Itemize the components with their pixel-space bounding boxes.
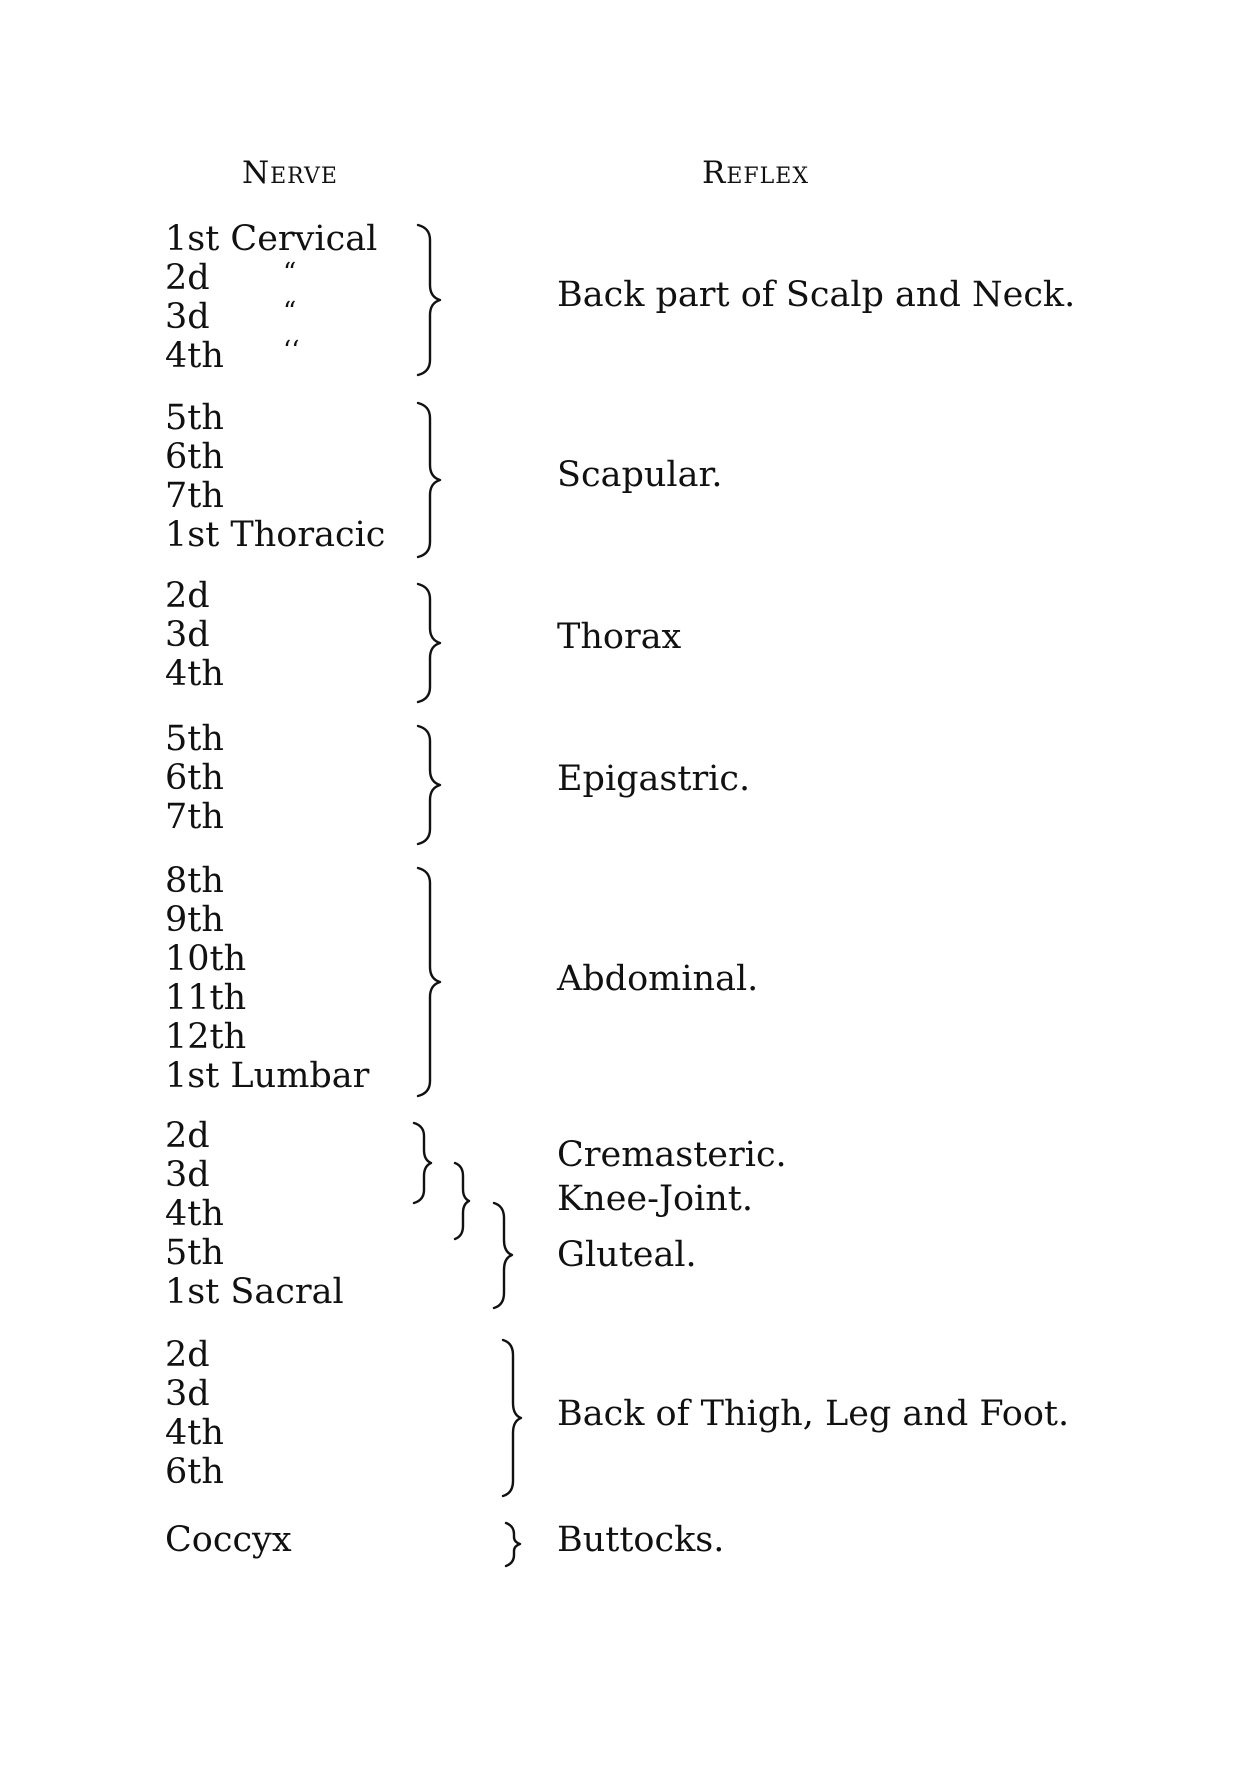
- nerve-item: 1st Sacral: [165, 1272, 344, 1312]
- brace-epigastric: [418, 726, 440, 844]
- nerve-item: 1st Lumbar: [165, 1056, 370, 1096]
- ditto-mark: “: [283, 297, 297, 327]
- nerve-item: 7th: [165, 476, 224, 516]
- nerve-item: 8th: [165, 861, 224, 901]
- nerve-item: 5th: [165, 719, 224, 759]
- ditto-mark: “: [283, 258, 297, 288]
- nerve-item: 7th: [165, 797, 224, 837]
- nerve-item: 4th: [165, 336, 224, 376]
- reflex-thorax: Thorax: [557, 617, 682, 657]
- reflex-scapular: Scapular.: [557, 455, 723, 495]
- nerve-item: 6th: [165, 1452, 224, 1492]
- reflex-epigastric: Epigastric.: [557, 759, 751, 799]
- nerve-item: 1st Thoracic: [165, 515, 386, 555]
- reflex-column-header: Reflex: [702, 155, 809, 191]
- nerve-item: 2d: [165, 576, 210, 616]
- nerve-item: 3d: [165, 297, 210, 337]
- nerve-item: 4th: [165, 654, 224, 694]
- nerve-item: 6th: [165, 758, 224, 798]
- brace-cremasteric: [414, 1123, 431, 1203]
- nerve-item: 3d: [165, 1155, 210, 1195]
- nerve-item: 4th: [165, 1413, 224, 1453]
- reflex-knee-joint: Knee-Joint.: [557, 1179, 753, 1219]
- nerve-item: 5th: [165, 1233, 224, 1273]
- nerve-item: 9th: [165, 900, 224, 940]
- reflex-buttocks: Buttocks.: [557, 1520, 725, 1560]
- nerve-item: 5th: [165, 398, 224, 438]
- brace-coccyx: [506, 1523, 520, 1566]
- reflex-scalp-neck: Back part of Scalp and Neck.: [557, 275, 1076, 315]
- nerve-item: 4th: [165, 1194, 224, 1234]
- nerve-item: 2d: [165, 1116, 210, 1156]
- nerve-item: 10th: [165, 939, 247, 979]
- nerve-item: Coccyx: [165, 1520, 292, 1560]
- brace-knee-joint: [455, 1163, 469, 1239]
- nerve-item: 6th: [165, 437, 224, 477]
- nerve-item: 12th: [165, 1017, 247, 1057]
- nerve-column-header: Nerve: [242, 155, 338, 191]
- reflex-cremasteric: Cremasteric.: [557, 1135, 787, 1175]
- brace-gluteal: [494, 1203, 512, 1308]
- brace-abdominal: [418, 868, 440, 1096]
- nerve-item: 3d: [165, 615, 210, 655]
- nerve-item: 3d: [165, 1374, 210, 1414]
- nerve-item: 1st Cervical: [165, 219, 378, 259]
- reflex-abdominal: Abdominal.: [557, 959, 759, 999]
- nerve-item: 2d: [165, 258, 210, 298]
- nerve-item: 11th: [165, 978, 247, 1018]
- brace-thigh-leg-foot: [503, 1340, 521, 1496]
- nerve-item: 2d: [165, 1335, 210, 1375]
- reflex-thigh-leg-foot: Back of Thigh, Leg and Foot.: [557, 1394, 1070, 1434]
- brace-thorax: [418, 584, 440, 702]
- reflex-gluteal: Gluteal.: [557, 1235, 697, 1275]
- brace-cervical: [418, 225, 440, 375]
- brace-scapular: [418, 403, 440, 557]
- ditto-mark: ‘‘: [283, 336, 300, 366]
